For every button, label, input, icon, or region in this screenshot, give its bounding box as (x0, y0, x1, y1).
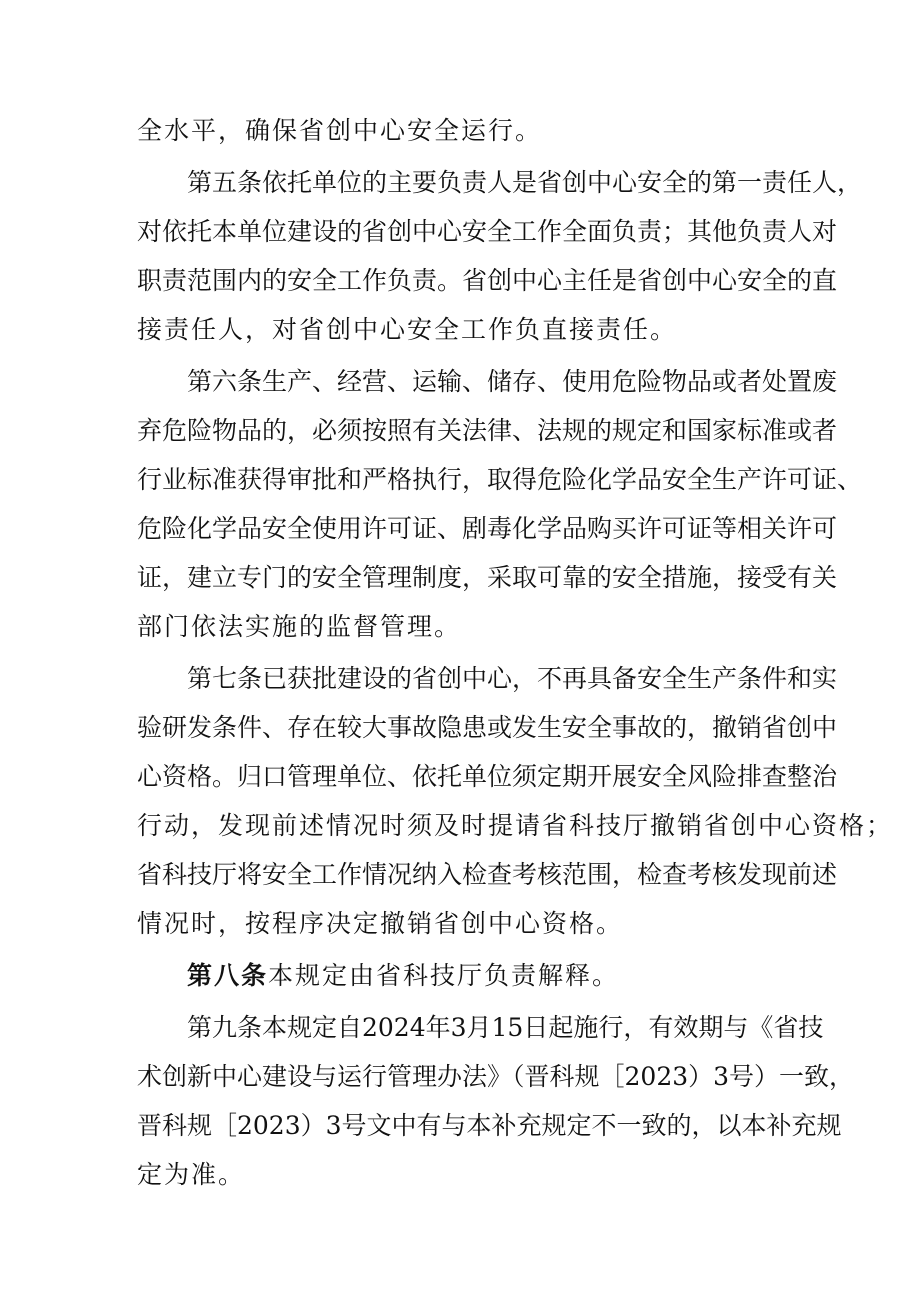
article-7-line-2: 验研发条件、存在较大事故隐患或发生安全事故的，撤销省创中 (137, 713, 838, 742)
article-6-line-2: 弃危险物品的，必须按照有关法律、法规的规定和国家标准或者 (137, 416, 838, 445)
article-8-text: 本规定由省科技厅负责解释。 (268, 961, 620, 990)
article-9-line-2: 术创新中心建设与运行管理办法》（晋科规［2023）3号）一致， (137, 1062, 855, 1091)
article-9-line-1: 第九条本规定自2024年3月15日起施行，有效期与《省技 (187, 1013, 824, 1042)
article-8-label: 第八条 (187, 961, 269, 990)
article-7-line-3: 心资格。归口管理单位、依托单位须定期开展安全风险排查整治 (137, 762, 838, 791)
article-6-line-1: 第六条生产、经营、运输、储存、使用危险物品或者处置废 (187, 367, 838, 396)
article-6-line-5: 证，建立专门的安全管理制度，采取可靠的安全措施，接受有关 (137, 563, 838, 592)
article-7-line-6: 情况时，按程序决定撤销省创中心资格。 (137, 909, 624, 938)
article-6-line-6: 部门依法实施的监督管理。 (137, 612, 462, 641)
article-8-line-1 (187, 960, 619, 992)
article-6-line-4: 危险化学品安全使用许可证、剧毒化学品购买许可证等相关许可 (137, 514, 838, 543)
article-9-line-4: 定为准。 (137, 1160, 246, 1189)
article-5-line-4: 接责任人，对省创中心安全工作负直接责任。 (137, 315, 678, 344)
article-9-line-3: 晋科规［2023）3号文中有与本补充规定不一致的，以本补充规 (137, 1111, 842, 1140)
article-5-line-1: 第五条依托单位的主要负责人是省创中心安全的第一责任人， (187, 168, 863, 197)
article-5-line-3: 职责范围内的安全工作负责。省创中心主任是省创中心安全的直 (137, 266, 838, 295)
article-6-line-3: 行业标准获得审批和严格执行，取得危险化学品安全生产许可证、 (137, 465, 863, 494)
article-5-line-2: 对依托本单位建设的省创中心安全工作全面负责；其他负责人对 (137, 217, 838, 246)
article-7-line-5: 省科技厅将安全工作情况纳入检查考核范围，检查考核发现前述 (137, 860, 838, 889)
paragraph-4-line-1: 全水平，确保省创中心安全运行。 (137, 116, 543, 145)
article-7-line-1: 第七条已获批建设的省创中心，不再具备安全生产条件和实 (187, 664, 838, 693)
article-7-line-4: 行动，发现前述情况时须及时提请省科技厅撤销省创中心资格； (137, 811, 894, 840)
